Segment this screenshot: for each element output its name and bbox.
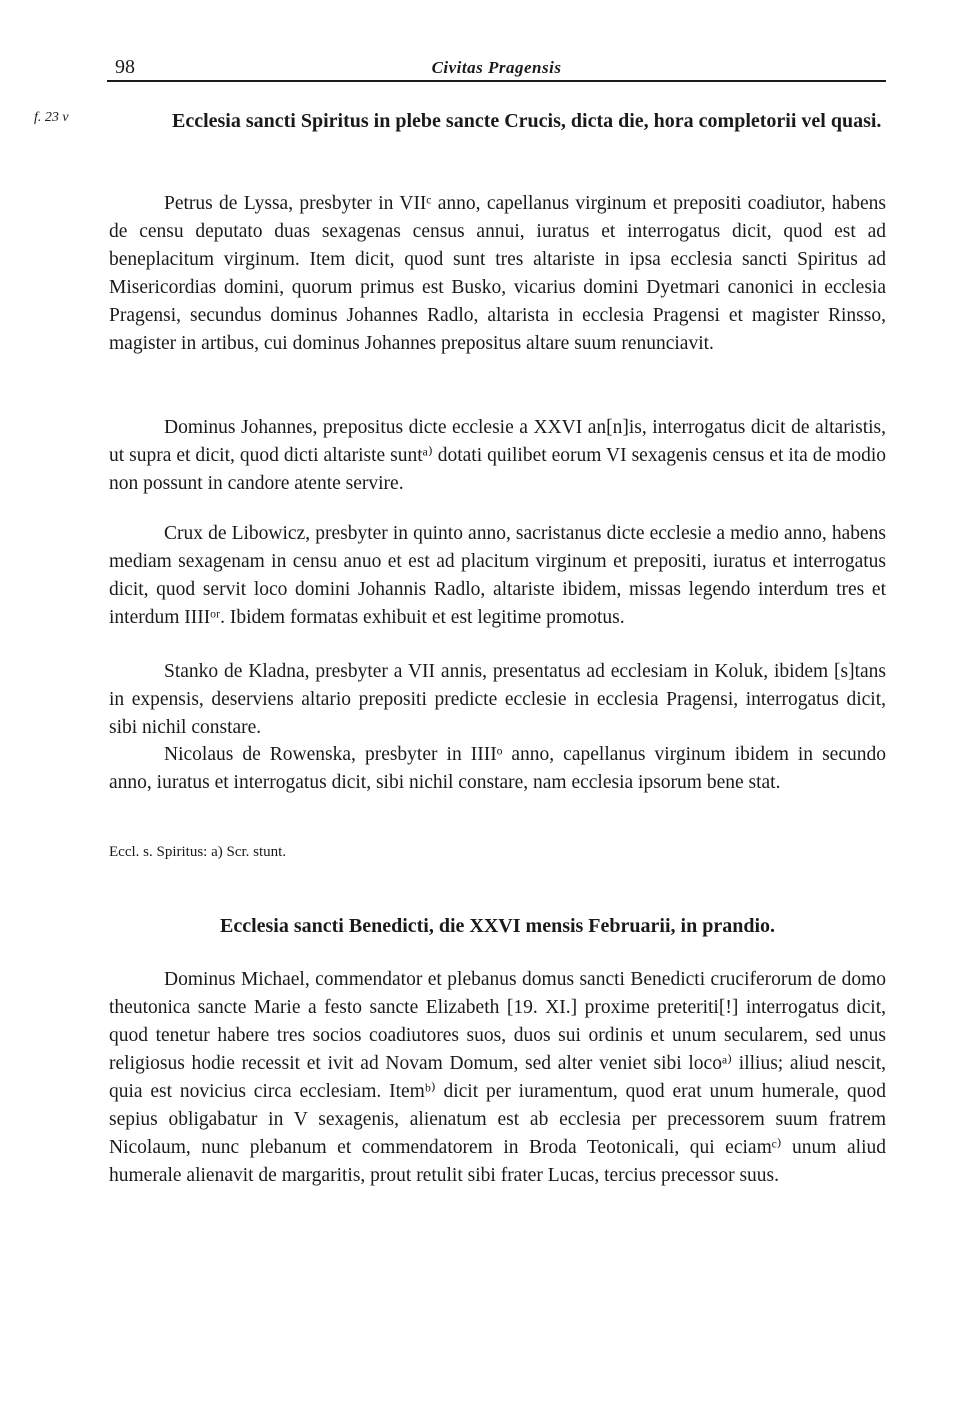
- running-header: [107, 54, 886, 82]
- page-number: 98: [115, 56, 135, 78]
- paragraph: Nicolaus de Rowenska, presbyter in IIIIᵒ anno, capellanus virginum ibidem in secundo anno, iuratus et interrogatus dicit, sibi nichil constare, nam ecclesia ipsorum bene stat.: [109, 744, 886, 793]
- textual-note: Eccl. s. Spiritus: a) Scr. stunt.: [109, 844, 287, 860]
- section-heading-spiritus: Ecclesia sancti Spiritus in plebe sancte Crucis, dicta die, hora completorii vel quasi.: [172, 110, 882, 132]
- paragraph: Petrus de Lyssa, presbyter in VIIᶜ anno, capellanus virginum et prepositi coadiutor, habens de censu deputato duas sexagenas census annui, iuratus et interrogatus dicit, quod est ad beneplacitum virginum. Item dicit, quod sunt tres altariste in ipsa ecclesia sancti Spiritus ad Misericordias domini, quorum primus est Busko, vicarius domini Dyetmari canonici in ecclesia Pragensi, secundus dominus Johannes Radlo, altarista in ecclesia Pragensi et magister Rinsso, magister in artibus, cui dominus Johannes prepositus altare suum renunciavit.: [109, 193, 886, 354]
- paragraph: Stanko de Kladna, presbyter a VII annis, presentatus ad ecclesiam in Koluk, ibidem [s]tans in expensis, deserviens altario prepositi predicte ecclesie in ecclesia Pragensi, interrogatus dicit, sibi nichil constare.: [109, 661, 886, 738]
- paragraph: Crux de Libowicz, presbyter in quinto anno, sacristanus dicte ecclesie a medio anno, habens mediam sexagenam in censu anuo et est ad placitum virginum et prepositi, iuratus et interrogatus dicit, quod servit loco domini Johannis Radlo, altariste ibidem, missas legendo interdum tres et interdum IIIIᵒʳ. Ibidem formatas exhibuit et est legitime promotus.: [109, 523, 886, 628]
- paragraph: Dominus Johannes, prepositus dicte ecclesie a XXVI an[n]is, interrogatus dicit de altaristis, ut supra et dicit, quod dicti altariste suntᵃ⁾ dotati quilibet eorum VI sexagenis census et ita de modio non possunt in candore atente servire.: [109, 417, 886, 494]
- section-heading-benedicti: Ecclesia sancti Benedicti, die XXVI mensis Februarii, in prandio.: [220, 915, 775, 937]
- folio-marker: f. 23 v: [34, 110, 69, 125]
- paragraph: Dominus Michael, commendator et plebanus domus sancti Benedicti cruciferorum de domo theutonica sancte Marie a festo sancte Elizabeth [19. XI.] proxime preteriti[!] interrogatus dicit, quod tenetur habere tres socios coadiutores suos, duos sui ordinis et unum secularem, sed unus religiosus hodie recessit et ivit ad Novam Domum, sed alter veniet sibi locoᵃ⁾ illius; aliud nescit, quia est novicius circa ecclesiam. Itemᵇ⁾ dicit per iuramentum, quod erat unum humerale, quod sepius obligabatur in V sexagenis, alienatum est ab ecclesia per precessorem suum fratrem Nicolaum, nunc plebanum et commendatorem in Broda Teotonicali, qui eciamᶜ⁾ unum aliud humerale alienavit de margaritis, prout retulit sibi frater Lucas, tercius precessor suus.: [109, 969, 886, 1186]
- running-title: Civitas Pragensis: [431, 58, 562, 77]
